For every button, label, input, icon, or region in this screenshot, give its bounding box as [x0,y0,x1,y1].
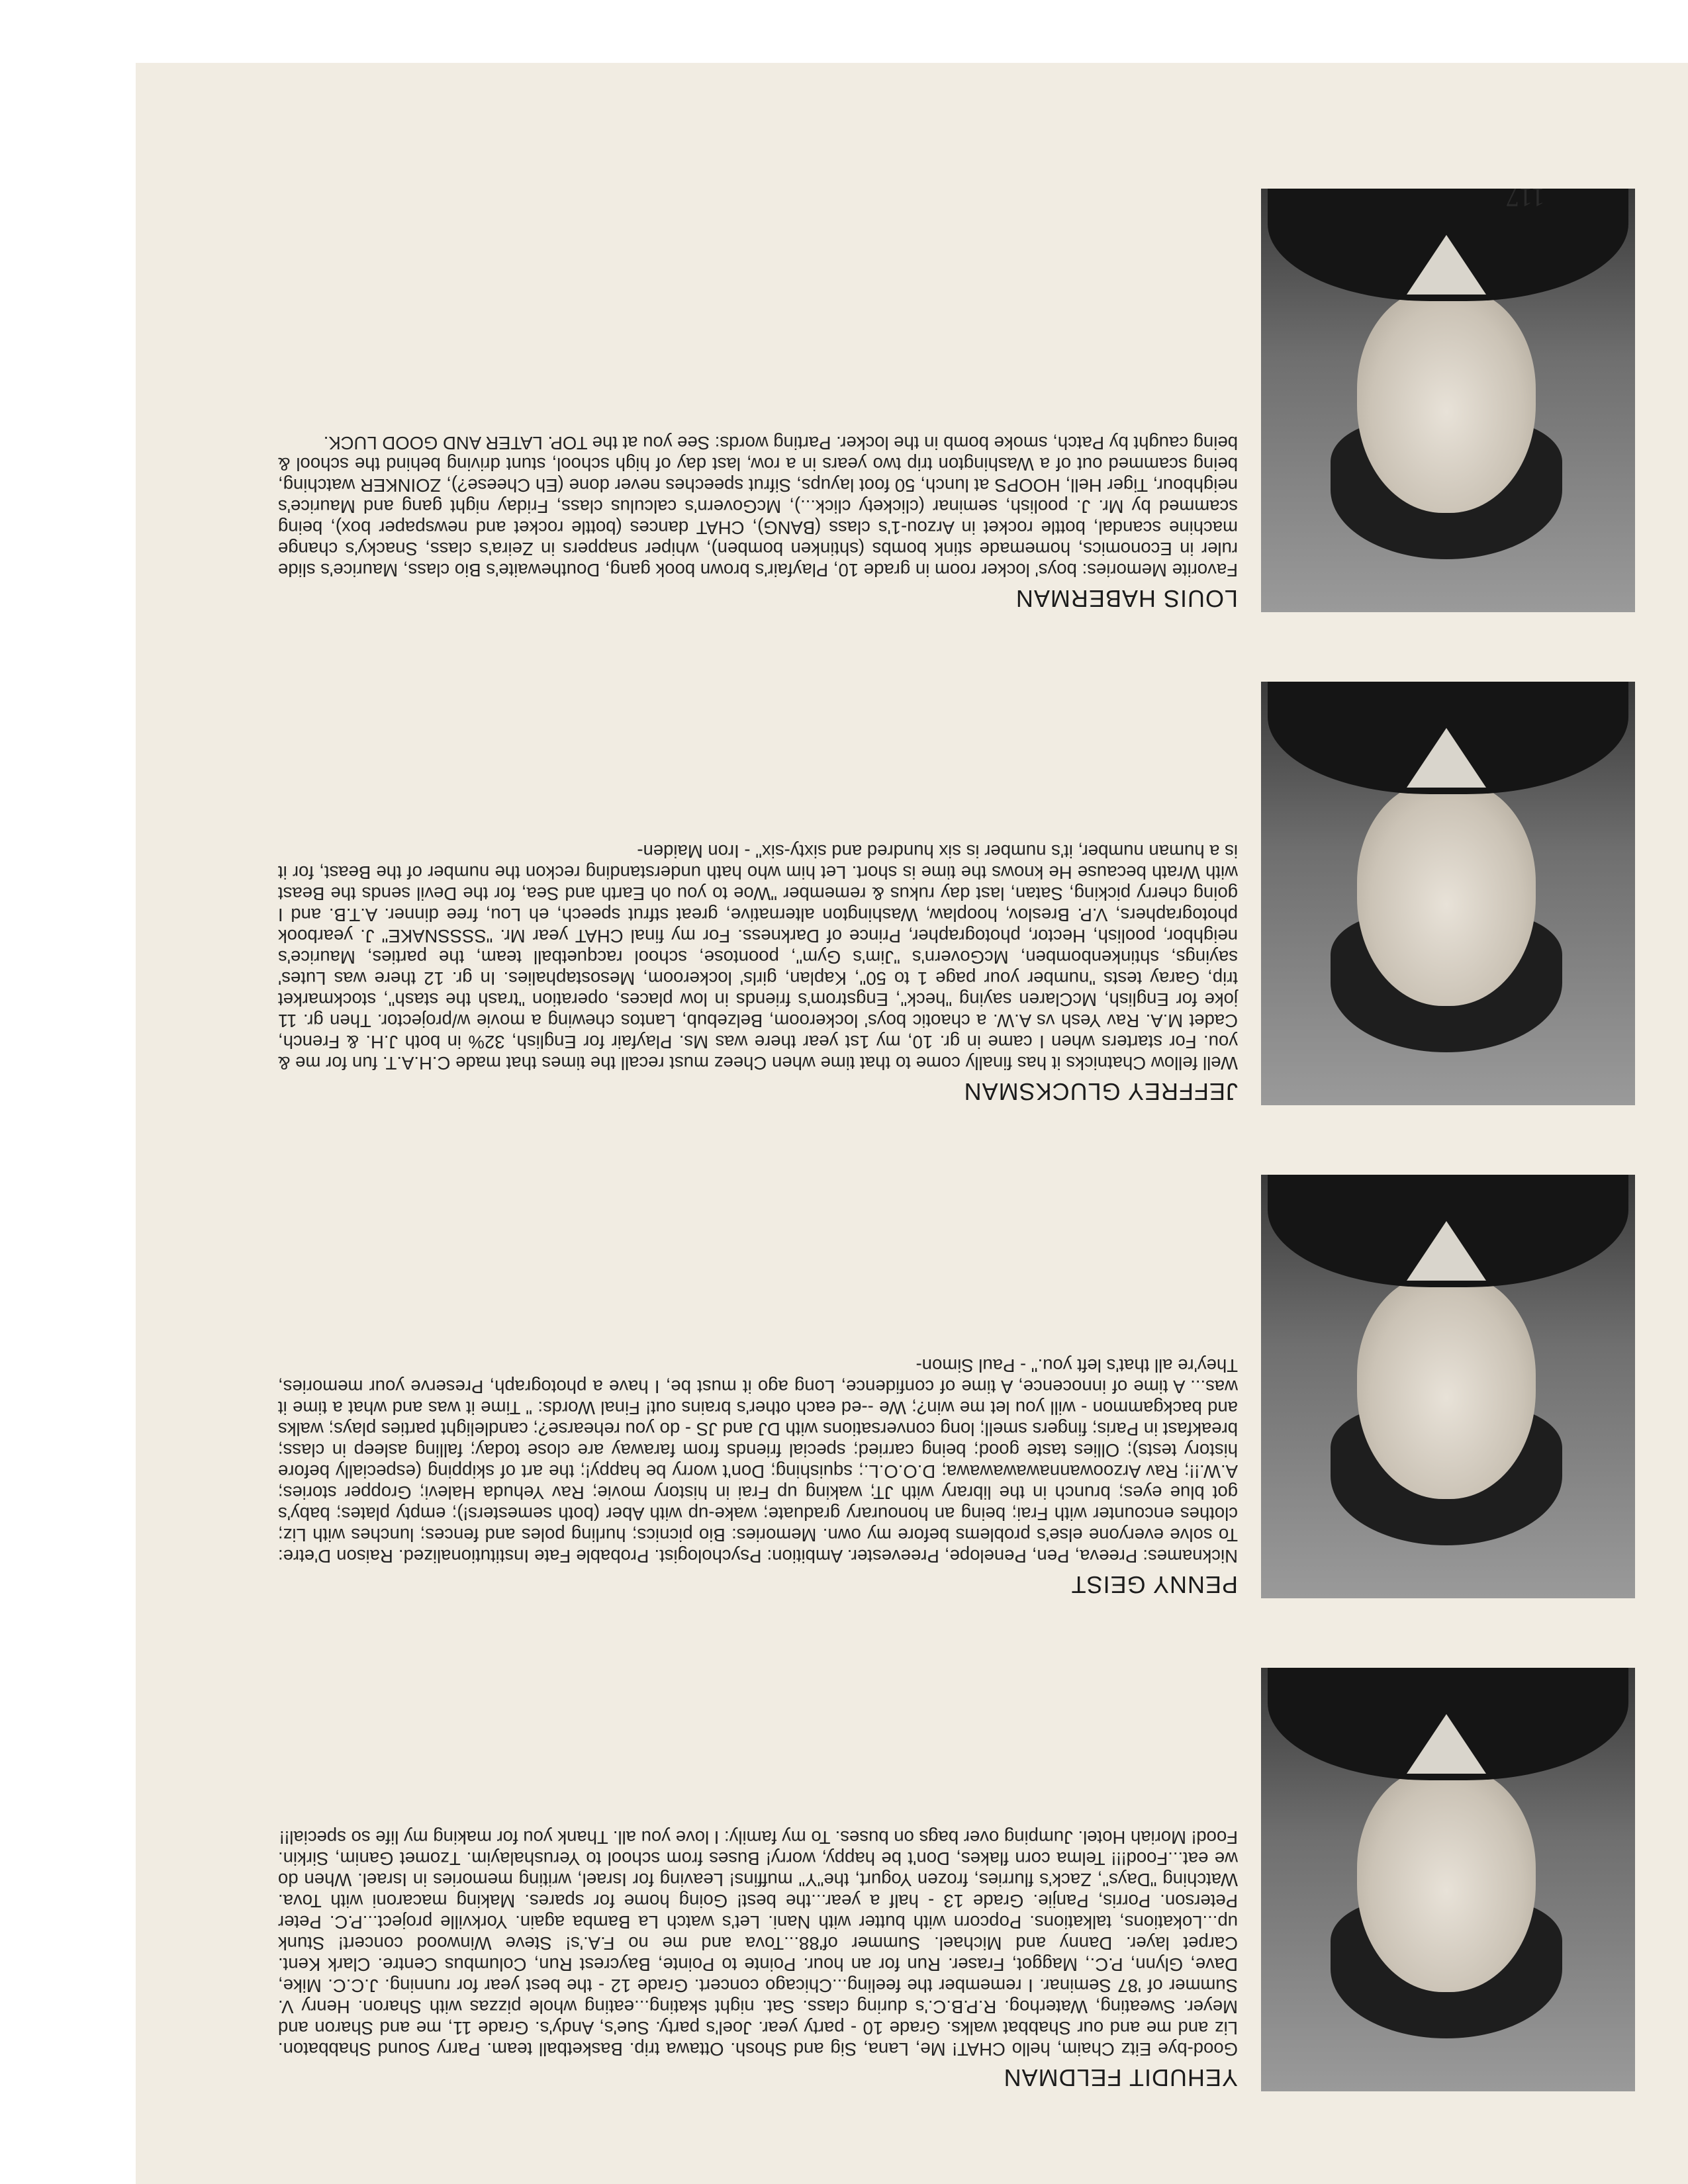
student-name: JEFFREY GLUCKSMAN [963,1078,1238,1105]
rotated-page-content [136,63,1688,2184]
yearbook-page [136,63,1688,2184]
entry-text [278,1827,1238,2091]
entry-text [278,1355,1238,1598]
student-name: YEHUDIT FELDMAN [1003,2064,1238,2091]
student-portrait [1261,189,1635,612]
student-writeup: Good-bye Eitz Chaim, hello CHAT! Me, Lana, Sig and Shosh. Ottawa trip. Basketball team. Parry Sound Shabbaton. Liz and me and our Shabbat walks. Grade 10 - party year. Joel's party. Sue's, Andy's. Grade 11, me and Sharon and Meyer. Sweating, Waterhog. R.P.B.C.'s during class. Sat. night skating...eating whole pizzas with Sharon. Henry V. Summer of '87 Seminar. I remember the feeling...Chicago concert. Grade 12 - the best year for running. J.C.C. Mike, Dave, Glynn, P.C., Maggot, Fraser. Run for an hour. Pointe to Pointe, Baycrest Run, Columbus Centre. Clark Kent. Carpet layer. Danny and Michael. Summer of'88...Tova and me no F.A.'s! Steve Winwood concert! Stunk up...Lokations, talkations. Popcorn with butter with Nani. Let's watch La Bamba again. Yorkville project...P.C. Peter Peterson. Porris, Panjie. Grade 13 - half a year...the best! Going home for spares. Making macaroni with Tova. Watching "Days", Zack's flurries, frozen Yogurt, the"Y" muffins! Leaving for Israel, writing memories in Israel. When do we eat...Food!!! Telma corn flakes, Don't be happy, worry! Buses from school to Yerushalayim. Tzomet Ganim, Sirkin. Food! Moriah Hotel. Jumping over bags on buses. To my family: I love you all. Thank you for making my life so special!! [278,1827,1238,2060]
student-writeup: Nicknames: Preeva, Pen, Penelope, Preevester. Ambition: Psychologist. Probable Fate Institutionalized. Raison D'etre: To solve everyone else's problems before my own. Memories: Bio picnics; hurling poles and fences; lunches with Liz; clothes encounter with Frai; being an honourary graduate; wake-up with Aber (both semesters!); empty plates; baby's got blue eyes; brunch in the library with JT; waking up Frai in history movie; Rav Yehuda Halevi; Gropper stories; A.W.!!; Rav Arzoowannawawawawa; D.O.O.L.; squishing; Don't worry be happy!; the art of skipping (especially before history tests); Ollies taste good; being carried; special friends from faraway are close today; falling asleep in class; breakfast in Paris; fingers smell; long conversations with DJ and JS - do you rehearse?; candlelight parties plays; walks and backgammon - will you let me win?; We --ed each other's brains out! Final Words: " Time it was and what a time it was... A time of innocence, A time of confidence, Long ago it must be, I have a photograph, Preserve your memories, They're all that's left you." - Paul Simon- [278,1355,1238,1567]
entry-text [278,841,1238,1105]
page-number: 117 [1506,183,1545,212]
student-entry [258,1175,1635,1598]
student-name: LOUIS HABERMAN [1015,585,1238,612]
entry-text [278,432,1238,612]
student-entry [258,1668,1635,2091]
student-entry [258,189,1635,612]
student-writeup: Well fellow Chatnicks it has finally come to that time when Cheez must recall the times that made C.H.A.T. fun for me & you. For starters when I came in gr. 10, my 1st year there was Ms. Playfair for English, 32% in both J.H. & French, Cadet M.A. Rav Yesh vs A.W. a chaotic boys' lockeroom, Belzebub, Lantos chewing a movie w/projector. Then gr. 11 joke for English, McClaren saying "heck", Engstrom's friends in low places, operation "trash the stash", stockmarket trip, Garay tests "number your page 1 to 50", Kaplan, girls' lockeroom, Mesostaphalies. In gr. 12 there was Lutes' sayings, shtinkenbomben, McGovern's "Jim's Gym", poontose, school racquetball team, the parties, Maurice's neighbor, poolish, Hector, photographer, Prince of Darkness. For my final CHAT year Mr. "SSSSNAKE" J. yearbook photographers, V.P. Breslov, hooplaw, Washington alternative, great stfrut speech, eh Lou, free dinner. A.T.B. and I going cherry picking, Satan, last day rukus & remember "Woe to you oh Earth and Sea, for the Devil sends the Beast with Wrath because He knows the time is short. Let him who hath understanding reckon the number of the Beast, for it is a human number, it's number is six hundred and sixty-six" - Iron Maiden- [278,841,1238,1073]
student-entry [258,682,1635,1105]
student-portrait [1261,1175,1635,1598]
student-portrait [1261,1668,1635,2091]
student-writeup: Favorite Memories: boys' locker room in grade 10, Playfair's brown book gang, Douthewaite's Bio class, Maurice's slide ruler in Economics, homemade stink bombs (shtinken bomben), whiper snappers in Zeira's class, Snacky's change machine scandal, bottle rocket in Arzou-1's class (BANG), CHAT dances (bottle rocket and newspaper box), being scammed by Mr. J. poolish, seminar (clickety click...), McGovern's calculus class, Friday night gang and Maurice's neighbour, Tiger Hell, HOOPS at lunch, 50 foot layups, Sifrut speeches never done (Eh Cheese?), ZOINKER watching, being scammed out of a Washington trip two years in a row, last day of high school, stunt driving behind the school & being caught by Patch, smoke bomb in the locker. Parting words: See you at the TOP. LATER AND GOOD LUCK. [278,433,1238,580]
scanner-margin [0,0,1688,73]
student-name: PENNY GEIST [1070,1571,1238,1598]
student-portrait [1261,682,1635,1105]
